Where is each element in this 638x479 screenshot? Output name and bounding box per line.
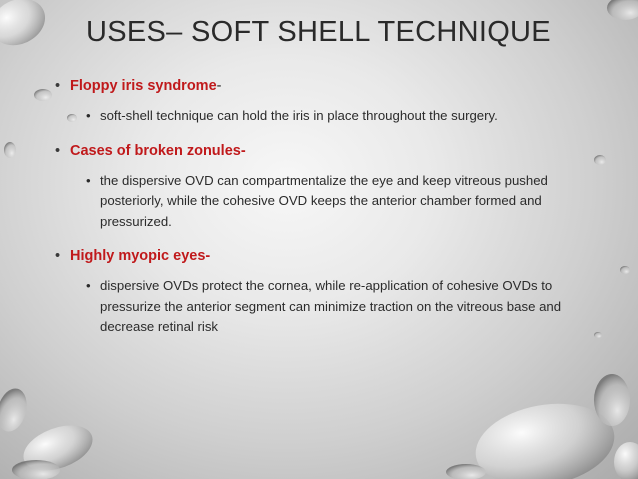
main-bullet (55, 141, 603, 161)
sub-bullet-text: dispersive OVDs protect the cornea, while re-application of cohesive OVDs to pressurize the anterior segment can minimize traction on the vitreous base and decrease retinal risk (100, 278, 562, 334)
list-item (55, 76, 603, 127)
slide-title: USES– SOFT SHELL TECHNIQUE (86, 16, 551, 48)
sub-bullet-text: soft-shell technique can hold the iris in place throughout the surgery. (100, 108, 498, 123)
main-bullet (55, 246, 603, 266)
list-item (55, 141, 603, 233)
bottom-left-drops (0, 385, 99, 479)
sub-bullet-text: the dispersive OVD can compartmentalize the eye and keep vitreous pushed posteriorly, while the cohesive OVD keeps the anterior chamber formed and pressurized. (100, 172, 548, 229)
bottom-right-drops (446, 374, 638, 479)
bullet-heading: Cases of broken zonules- (70, 142, 246, 159)
bullet-heading: Highly myopic eyes- (70, 248, 211, 264)
bullet-icon: • (86, 172, 91, 188)
bullet-icon: • (86, 278, 91, 293)
bullet-heading: Floppy iris syndrome (70, 78, 217, 94)
sub-bullet (86, 171, 603, 233)
sub-bullet (86, 276, 603, 338)
sub-bullet (86, 106, 603, 127)
bullet-icon: • (55, 142, 61, 159)
bullet-icon: • (86, 108, 91, 123)
main-bullet (55, 76, 603, 96)
bullet-icon: • (55, 78, 61, 94)
list-item (55, 246, 603, 338)
bullet-list (55, 76, 603, 352)
bullet-icon: • (55, 248, 61, 264)
bullet-heading-suffix: - (216, 78, 222, 94)
